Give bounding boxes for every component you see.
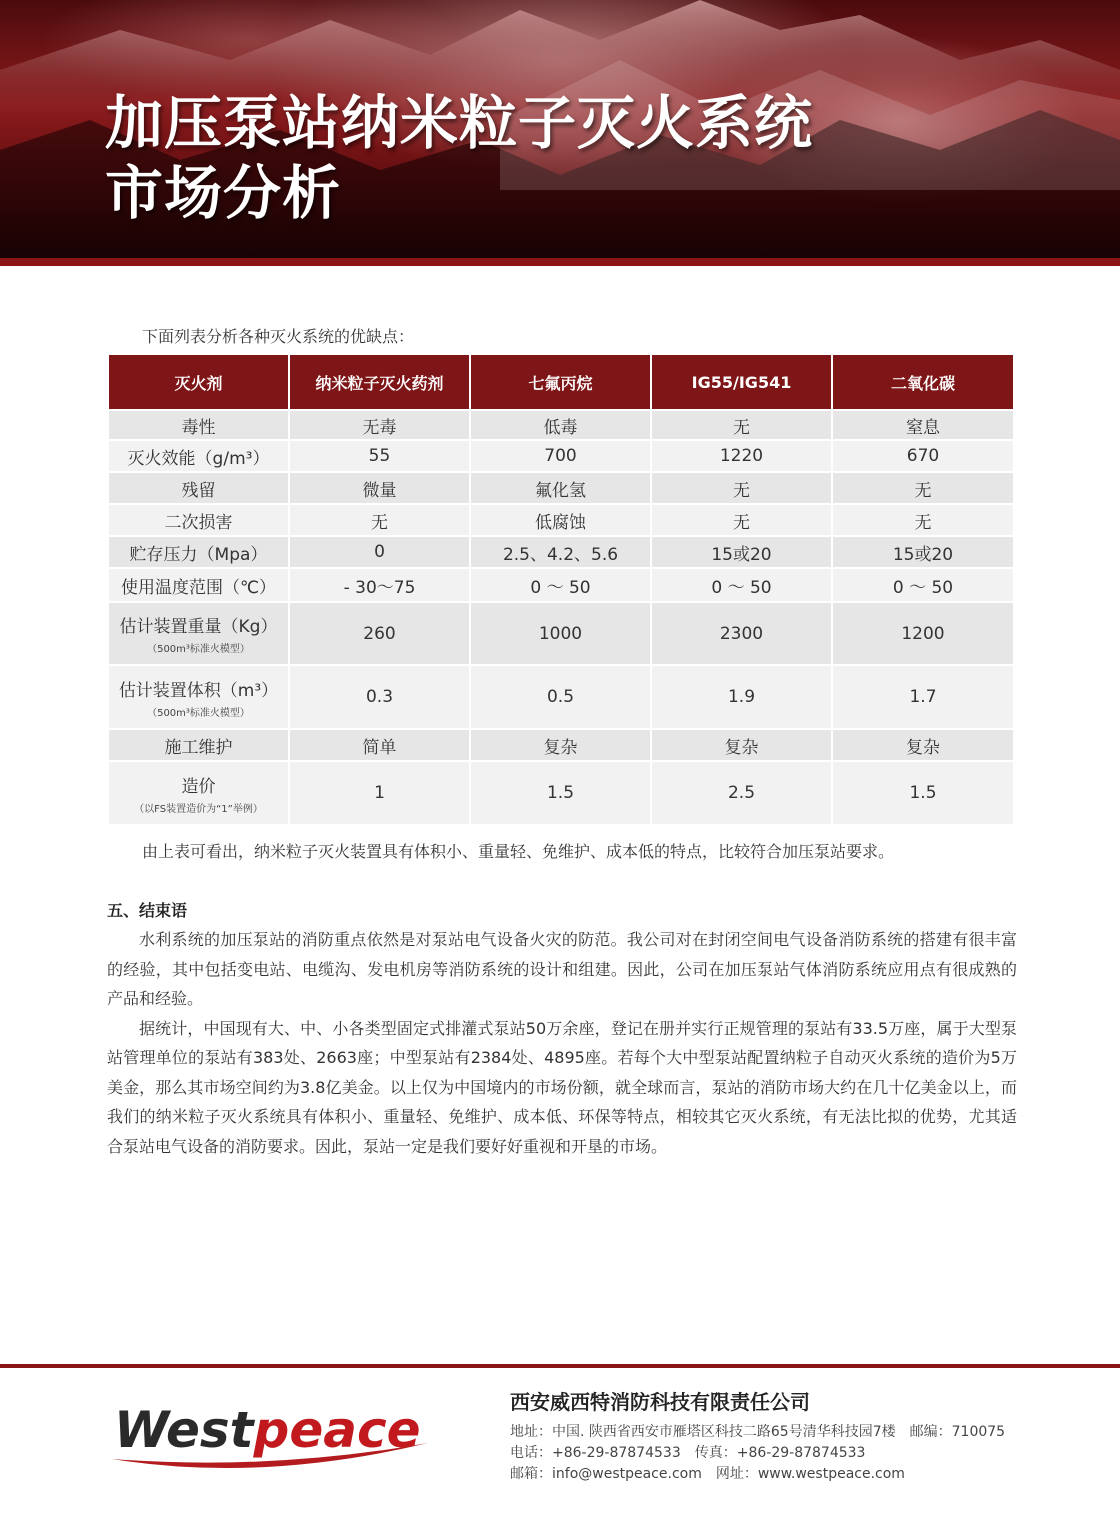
table-row <box>109 728 1013 760</box>
row-label-main: 估计装置体积（m³） <box>118 680 279 701</box>
table-row <box>109 664 1013 728</box>
page-title-line2: 市场分析 <box>105 159 342 227</box>
table-cell: 1 <box>290 760 469 824</box>
table-cell: 700 <box>471 439 650 471</box>
header-cell-co2: 二氧化碳 <box>833 355 1013 409</box>
footer-divider <box>0 1364 1120 1368</box>
web-line <box>510 1464 1005 1485</box>
table-cell: 55 <box>290 439 469 471</box>
table-cell: 0 ～ 50 <box>471 567 650 601</box>
table-cell: 氟化氢 <box>471 471 650 503</box>
row-label-note: （500m³标准火模型） <box>147 644 250 655</box>
row-label-main: 估计装置重量（Kg） <box>119 617 278 637</box>
header-banner <box>0 0 1120 258</box>
table-cell: 1.9 <box>652 664 831 728</box>
row-label-note: （以FS装置造价为“1”举例） <box>134 803 263 815</box>
table-cell: 1220 <box>652 439 831 471</box>
paragraph: 水利系统的加压泵站的消防重点依然是对泵站电气设备火灾的防范。我公司对在封闭空间电气设备消防系统的搭建有很丰富的经验，其中包括变电站、电缆沟、发电机房等消防系统的设计和组建。因此，公司在加压泵站气体消防系统应用点有很成熟的产品和经验。 <box>107 930 1017 1008</box>
westpeace-logo <box>110 1385 430 1485</box>
table-cell: 复杂 <box>833 728 1013 760</box>
table-cell: 0 ～ 50 <box>833 567 1013 601</box>
row-label <box>109 760 288 824</box>
row-label: 残留 <box>109 471 288 503</box>
phone-line <box>510 1443 1005 1464</box>
page-title <box>105 88 813 228</box>
website-link[interactable]: 网址：www.westpeace.com <box>715 1466 905 1482</box>
header-cell-nanoparticle: 纳米粒子灭火药剂 <box>290 355 469 409</box>
company-name: 西安威西特消防科技有限责任公司 <box>510 1390 810 1414</box>
table-row <box>109 601 1013 664</box>
table-cell: 复杂 <box>652 728 831 760</box>
row-label-main: 造价 <box>181 776 216 797</box>
table-cell: 2300 <box>652 601 831 664</box>
table-cell: 1200 <box>833 601 1013 664</box>
table-cell: 微量 <box>290 471 469 503</box>
page-title-line1: 加压泵站纳米粒子灭火系统 <box>105 89 814 157</box>
fax: 传真：+86-29-87874533 <box>694 1445 866 1461</box>
table-cell: 670 <box>833 439 1013 471</box>
table-cell: 1.7 <box>833 664 1013 728</box>
row-label: 二次损害 <box>109 503 288 535</box>
row-label <box>109 664 288 728</box>
email-link[interactable]: 邮箱：info@westpeace.com <box>510 1466 702 1482</box>
logo-wordmark: Westpeace <box>114 1401 421 1459</box>
table-header-row <box>109 355 1013 409</box>
table-cell: 无毒 <box>290 409 469 439</box>
header-cell-heptafluoropropane: 七氟丙烷 <box>471 355 650 409</box>
row-label <box>109 601 288 664</box>
table-row <box>109 503 1013 535</box>
row-label: 毒性 <box>109 409 288 439</box>
table-cell: 260 <box>290 601 469 664</box>
conclusion-body <box>107 925 1017 1161</box>
table-cell: 2.5 <box>652 760 831 824</box>
table-cell: 无 <box>833 471 1013 503</box>
table-row <box>109 471 1013 503</box>
table-row <box>109 535 1013 567</box>
table-row <box>109 439 1013 471</box>
table-cell: 1.5 <box>833 760 1013 824</box>
table-row <box>109 760 1013 824</box>
table-cell: 无 <box>290 503 469 535</box>
table-cell: 15或20 <box>652 535 831 567</box>
row-label-note: （500m³标准火模型） <box>147 707 250 719</box>
header-cell-ig55-ig541: IG55/IG541 <box>652 355 831 409</box>
table-cell: 0 ～ 50 <box>652 567 831 601</box>
banner-divider <box>0 258 1120 266</box>
address-line <box>510 1422 1005 1443</box>
table-cell: 低腐蚀 <box>471 503 650 535</box>
table-row <box>109 567 1013 601</box>
table-cell: 15或20 <box>833 535 1013 567</box>
table-cell: 1000 <box>471 601 650 664</box>
table-cell: - 30～75 <box>290 567 469 601</box>
row-label: 使用温度范围（℃） <box>109 567 288 601</box>
table-cell: 1.5 <box>471 760 650 824</box>
table-cell: 0.3 <box>290 664 469 728</box>
table-intro: 下面列表分析各种灭火系统的优缺点： <box>142 327 415 346</box>
table-cell: 0.5 <box>471 664 650 728</box>
phone: 电话：+86-29-87874533 <box>510 1445 681 1461</box>
table-cell: 无 <box>652 409 831 439</box>
row-label: 灭火效能（g/m³） <box>109 439 288 471</box>
address: 地址：中国. 陕西省西安市雁塔区科技二路65号清华科技园7楼 <box>510 1424 896 1440</box>
table-cell: 复杂 <box>471 728 650 760</box>
table-cell: 简单 <box>290 728 469 760</box>
section-heading: 五、结束语 <box>107 901 188 920</box>
row-label: 施工维护 <box>109 728 288 760</box>
postcode: 邮编：710075 <box>909 1424 1006 1440</box>
table-cell: 低毒 <box>471 409 650 439</box>
table-cell: 窒息 <box>833 409 1013 439</box>
table-cell: 无 <box>833 503 1013 535</box>
paragraph: 据统计，中国现有大、中、小各类型固定式排灌式泵站50万余座，登记在册并实行正规管理的泵站有33.5万座，属于大型泵站管理单位的泵站有383处、2663座；中型泵站有2384处、4895座。若每个大中型泵站配置纳粒子自动灭火系统的造价为5万美金，那么其市场空间约为3.8亿美金。以上仅为中国境内的市场份额，就全球而言，泵站的消防市场大约在几十亿美金以上，而我们的纳米粒子灭火系统具有体积小、重量轻、免维护、成本低、环保等特点，相较其它灭火系统，有无法比拟的优势，尤其适合泵站电气设备的消防要求。因此，泵站一定是我们要好好重视和开垦的市场。 <box>107 1018 1017 1156</box>
comparison-table <box>107 355 1015 824</box>
table-cell: 2.5、4.2、5.6 <box>471 535 650 567</box>
table-row <box>109 409 1013 439</box>
table-cell: 0 <box>290 535 469 567</box>
table-cell: 无 <box>652 471 831 503</box>
row-label: 贮存压力（Mpa） <box>109 535 288 567</box>
contact-info <box>510 1422 1005 1485</box>
table-cell: 无 <box>652 503 831 535</box>
table-summary: 由上表可看出，纳米粒子灭火装置具有体积小、重量轻、免维护、成本低的特点，比较符合加压泵站要求。 <box>142 842 895 861</box>
header-cell-agent: 灭火剂 <box>109 355 288 409</box>
